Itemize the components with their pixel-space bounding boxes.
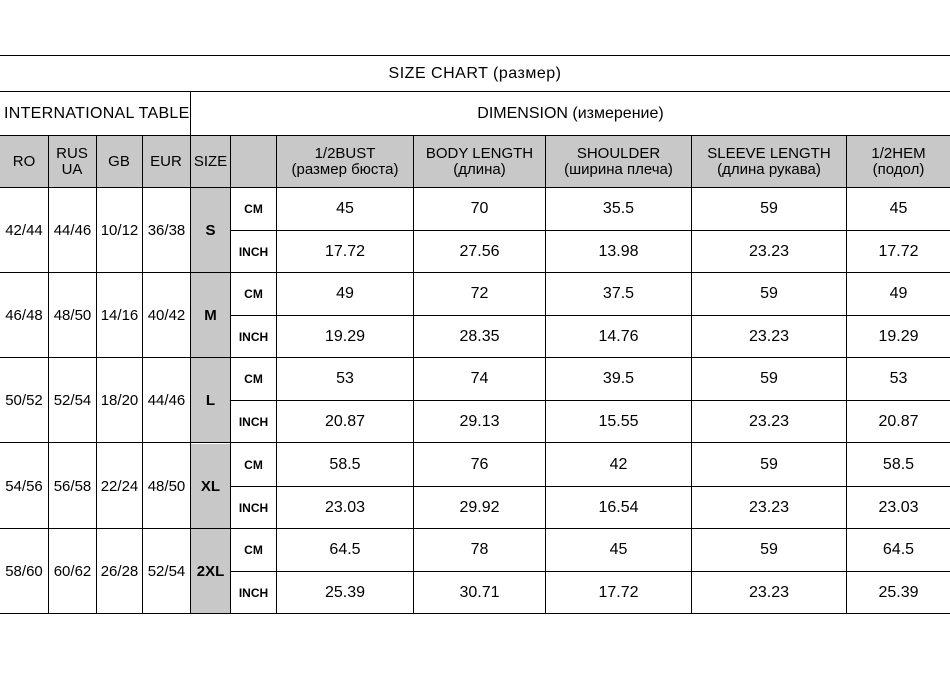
- measurement-inch-sleeve: 23.23: [748, 412, 790, 430]
- ro-size-value: 54/56: [5, 477, 43, 495]
- eur-size-value: 36/38: [147, 221, 186, 239]
- measurement-cm-hem: 45: [889, 200, 908, 217]
- measurement-cm-hem: 64.5: [882, 541, 915, 558]
- unit-label-cm: CM: [244, 543, 263, 557]
- unit-label-inch: INCH: [238, 500, 269, 515]
- gb-size-value: 18/20: [100, 391, 139, 409]
- measurement-cm-hem: 58.5: [882, 456, 915, 473]
- column-header-shoulder-en: SHOULDER: [576, 144, 661, 162]
- ro-size-value: 46/48: [5, 306, 43, 324]
- measurement-inch-bust: 19.29: [324, 327, 366, 345]
- measurement-cm-body: 78: [470, 541, 489, 558]
- column-header-shoulder-ru: (ширина плеча): [564, 160, 673, 178]
- measurement-inch-bust: 17.72: [324, 242, 366, 260]
- measurement-inch-sleeve: 23.23: [748, 498, 790, 516]
- unit-divider: [231, 571, 950, 572]
- measurement-cm-bust: 64.5: [329, 541, 361, 558]
- column-header-hem-en: 1/2HEM: [871, 144, 926, 162]
- rus-ua-size-value: 56/58: [53, 477, 92, 495]
- measurement-cm-sleeve: 59: [760, 456, 778, 473]
- unit-label-inch: INCH: [238, 414, 269, 429]
- measurement-inch-bust: 25.39: [324, 583, 366, 601]
- eur-size-value: 40/42: [147, 306, 186, 324]
- measurement-cm-sleeve: 59: [760, 200, 778, 217]
- measurement-cm-shoulder: 35.5: [602, 200, 635, 217]
- rus-ua-size-value: 48/50: [53, 306, 92, 324]
- measurement-inch-body: 29.92: [459, 498, 500, 516]
- measurement-cm-sleeve: 59: [760, 541, 778, 558]
- column-header-gb: GB: [108, 153, 130, 170]
- column-header-bust-ru: (размер бюста): [291, 160, 399, 178]
- column-header-bust-en: 1/2BUST: [314, 144, 376, 162]
- measurement-inch-bust: 20.87: [324, 412, 366, 430]
- measurement-cm-hem: 49: [889, 285, 908, 302]
- measurement-inch-body: 29.13: [459, 412, 500, 430]
- column-header-body-ru: (длина): [453, 160, 506, 178]
- gb-size-value: 10/12: [100, 221, 139, 239]
- unit-label-cm: CM: [244, 372, 263, 386]
- gb-size-value: 14/16: [100, 306, 139, 324]
- measurement-cm-sleeve: 59: [760, 285, 778, 302]
- measurement-inch-hem: 20.87: [878, 412, 919, 430]
- rus-ua-size-value: 60/62: [53, 562, 92, 580]
- unit-label-inch: INCH: [238, 585, 269, 600]
- international-table-label: INTERNATIONAL TABLE: [4, 104, 190, 122]
- size-code: M: [191, 273, 230, 357]
- column-header-rus-ua: [48, 136, 96, 187]
- measurement-inch-bust: 23.03: [324, 498, 366, 516]
- measurement-inch-hem: 17.72: [878, 242, 919, 260]
- measurement-inch-hem: 25.39: [878, 583, 919, 601]
- row-divider: [0, 613, 950, 614]
- size-chart-title: SIZE CHART (размер): [388, 64, 562, 82]
- measurement-cm-bust: 49: [336, 285, 354, 302]
- measurement-cm-bust: 58.5: [329, 456, 361, 473]
- unit-divider: [231, 486, 950, 487]
- unit-label-inch: INCH: [238, 244, 269, 259]
- dimension-label: DIMENSION (измерение): [477, 104, 664, 122]
- eur-size-value: 44/46: [147, 391, 186, 409]
- measurement-cm-hem: 53: [889, 370, 908, 387]
- eur-size-value: 48/50: [147, 477, 186, 495]
- unit-label-inch: INCH: [238, 329, 269, 344]
- measurement-inch-shoulder: 15.55: [598, 412, 639, 430]
- measurement-inch-sleeve: 23.23: [748, 583, 790, 601]
- eur-size-value: 52/54: [147, 562, 186, 580]
- column-header-rus: RUS: [56, 144, 88, 162]
- column-header-sleeve-length: [692, 136, 846, 187]
- measurement-inch-hem: 23.03: [878, 498, 919, 516]
- measurement-cm-sleeve: 59: [760, 370, 778, 387]
- measurement-cm-body: 76: [470, 456, 489, 473]
- column-header-body-en: BODY LENGTH: [425, 144, 534, 162]
- unit-divider: [231, 315, 950, 316]
- column-header-hem-ru: (подол): [872, 160, 925, 178]
- measurement-cm-bust: 45: [336, 200, 354, 217]
- measurement-cm-body: 72: [470, 285, 489, 302]
- measurement-cm-shoulder: 42: [609, 456, 628, 473]
- unit-divider: [231, 400, 950, 401]
- column-header-sleeve-ru: (длина рукава): [717, 160, 821, 178]
- unit-label-cm: CM: [244, 202, 263, 216]
- column-header-bust: [277, 136, 413, 187]
- column-header-body-length: [414, 136, 545, 187]
- rus-ua-size-value: 44/46: [53, 221, 92, 239]
- column-header-size: SIZE: [193, 153, 228, 170]
- measurement-cm-shoulder: 39.5: [602, 370, 635, 387]
- rus-ua-size-value: 52/54: [53, 391, 92, 409]
- unit-label-cm: CM: [244, 458, 263, 472]
- measurement-inch-shoulder: 17.72: [598, 583, 639, 601]
- measurement-inch-body: 27.56: [459, 242, 500, 260]
- measurement-inch-body: 28.35: [459, 327, 500, 345]
- column-header-ua: UA: [61, 160, 83, 178]
- measurement-inch-shoulder: 16.54: [598, 498, 639, 516]
- measurement-inch-sleeve: 23.23: [748, 242, 790, 260]
- measurement-inch-body: 30.71: [459, 583, 500, 601]
- measurement-cm-body: 70: [470, 200, 489, 217]
- measurement-inch-shoulder: 13.98: [598, 242, 639, 260]
- size-code: 2XL: [191, 529, 230, 613]
- measurement-inch-sleeve: 23.23: [748, 327, 790, 345]
- measurement-cm-bust: 53: [336, 370, 354, 387]
- column-header-ro: RO: [12, 153, 36, 170]
- column-header-hem: [847, 136, 950, 187]
- unit-divider: [231, 230, 950, 231]
- size-code: XL: [191, 444, 230, 528]
- column-header-sleeve-en: SLEEVE LENGTH: [707, 144, 831, 162]
- measurement-inch-shoulder: 14.76: [598, 327, 639, 345]
- column-header-eur: EUR: [150, 153, 182, 170]
- size-code: L: [191, 358, 230, 442]
- measurement-cm-shoulder: 45: [609, 541, 628, 558]
- ro-size-value: 58/60: [5, 562, 43, 580]
- measurement-cm-body: 74: [470, 370, 489, 387]
- ro-size-value: 50/52: [5, 391, 43, 409]
- size-code: S: [191, 188, 230, 272]
- ro-size-value: 42/44: [5, 221, 43, 239]
- unit-label-cm: CM: [244, 287, 263, 301]
- measurement-cm-shoulder: 37.5: [602, 285, 635, 302]
- measurement-inch-hem: 19.29: [878, 327, 919, 345]
- column-header-shoulder: [546, 136, 691, 187]
- gb-size-value: 22/24: [100, 477, 139, 495]
- gb-size-value: 26/28: [100, 562, 139, 580]
